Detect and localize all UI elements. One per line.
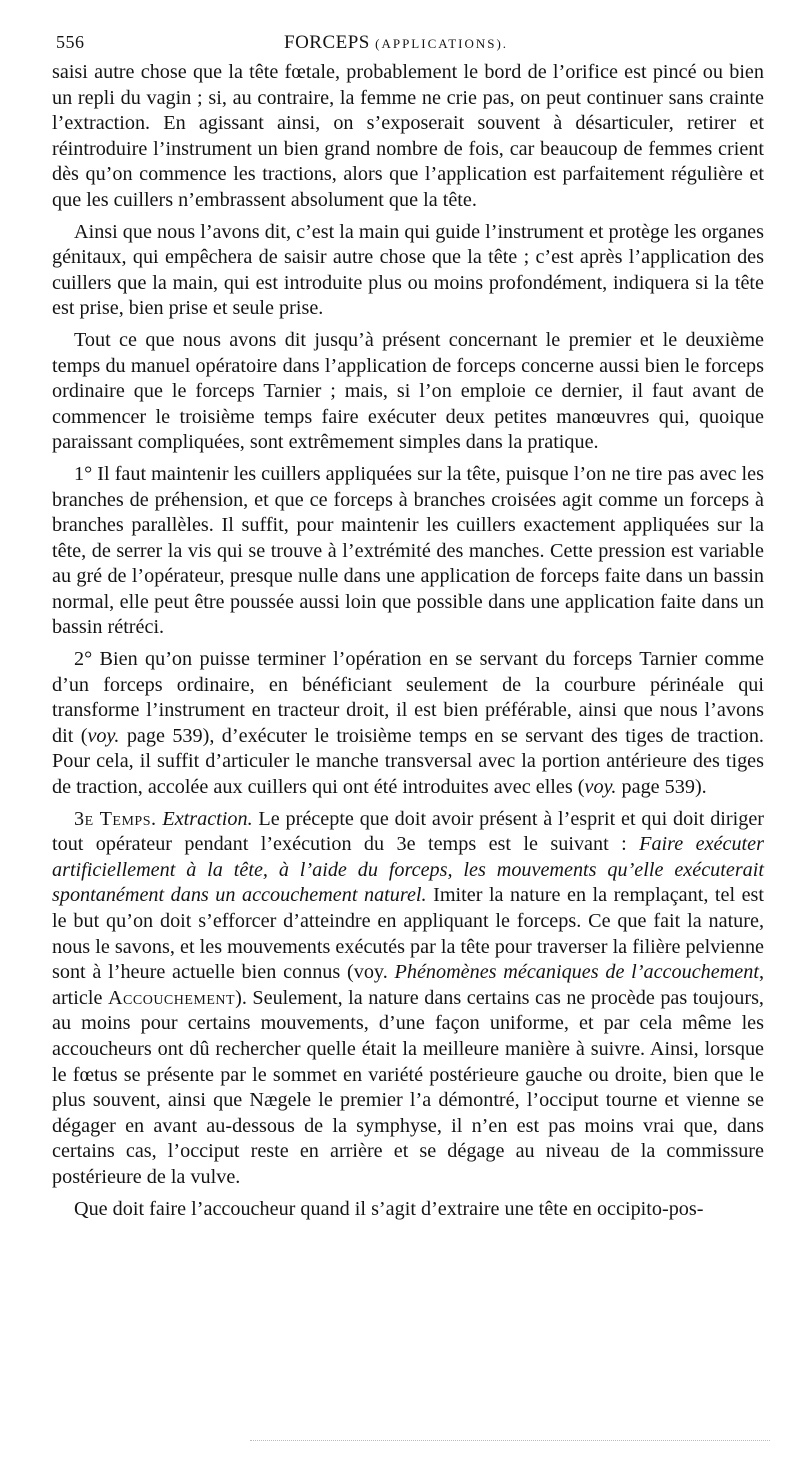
precept-quote: Faire exécuter artificiellement à la tête, à l’aide du forceps, les mouvements qu’elle exécuterait spontanément dans un accouchement naturel. [52, 833, 764, 907]
paragraph-6-text-c: , article [52, 961, 764, 1009]
paragraph-6-text-b: Imiter la nature en la remplaçant, tel est le but qu’on doit s’efforcer d’atteindre en appliquant le forceps. Ce que fait la nature, nous le savons, et les mouvements exécutés par la tête pour traverser la filière pelvienne sont à l’heure actuelle bien connus (voy. [52, 884, 764, 984]
paragraph-3: Tout ce que nous avons dit jusqu’à présent concernant le premier et le deuxième temps du manuel opératoire dans l’application de forceps concerne aussi bien le forceps ordinaire que le forceps Tarnier ; mais, si l’on emploie ce dernier, il faut avant de commencer le troisième temps faire exécuter deux petites manœuvres qui, quoique paraissant compliquées, sont extrêmement simples dans la pratique. [52, 328, 764, 454]
paragraph-5-text-a: 2° Bien qu’on puisse terminer l’opération en se servant du forceps Tarnier comme d’un forceps ordinaire, en bénéficiant seulement de la courbure périnéale qui transforme l’instrument en tracteur droit, il est bien préférable, ainsi que nous l’avons dit ( [52, 648, 764, 747]
paragraph-1: saisi autre chose que la tête fœtale, probablement le bord de l’orifice est pincé ou bien un repli du vagin ; si, au contraire, la femme ne crie pas, on peut continuer sans crainte l’extraction. En agissant ainsi, on s’exposerait souvent à désarticuler, retirer et réintroduire l’instrument un bien grand nombre de fois, car beaucoup de femmes crient dès qu’on commence les tractions, alors que l’application est parfaitement régulière et que les cuillers n’embrassent absolument que la tête. [52, 61, 764, 211]
third-stage-label: 3e Temps. [74, 807, 157, 830]
paragraph-6-text-d: ). Seulement, la nature dans certains cas ne procède pas toujours, au moins pour certains mouvements, d’une façon uniforme, et par cela même les accoucheurs ont dû rechercher quelle était la meilleure manière à suivre. Ainsi, lorsque le fœtus se présente par le sommet en variété postérieure gauche ou droite, bien que le plus souvent, ainsi que Nægele le premier l’a démontré, l’occiput tourne et vienne se dégager en avant au-dessous de la symphyse, il n’en est pas moins vrai que, dans certains cas, l’occiput reste en arrière et se dégage au niveau de la commissure postérieure de la vulve. [52, 986, 764, 1188]
paragraph-5-voy-2: voy. [584, 776, 617, 799]
paragraph-4: 1° Il faut maintenir les cuillers appliquées sur la tête, puisque l’on ne tire pas avec les branches de préhension, et que ce forceps à branches croisées agit comme un forceps à branches parallèles. Il suffit, pour maintenir les cuillers exactement appliquées sur la tête, de serrer la vis qui se trouve à l’extrémité des manches. Cette pression est variable au gré de l’opérateur, presque nulle dans une application de forceps faite dans un bassin normal, elle peut être poussée aussi loin que possible dans une application faite dans un bassin rétréci. [52, 462, 764, 639]
running-title [284, 32, 508, 54]
paragraph-6 [52, 807, 764, 1191]
paragraph-7: Que doit faire l’accoucheur quand il s’agit d’extraire une tête en occipito-pos- [74, 1197, 704, 1220]
page-number: 556 [56, 32, 85, 52]
running-title-sub: (APPLICATIONS). [375, 36, 509, 51]
bottom-faint-rule [250, 1440, 770, 1442]
reference-title: Phénomènes mécaniques de l’accouchement [394, 961, 759, 984]
paragraph-2: Ainsi que nous l’avons dit, c’est la main qui guide l’instrument et protège les organes génitaux, qui empêchera de saisir autre chose que la tête ; c’est après l’application des cuillers que la main, qui est introduite plus ou moins profondément, indiquera si la tête est prise, bien prise et seule prise. [52, 220, 764, 320]
paragraph-5-text-b: page 539), d’exécuter le troisième temps en se servant des tiges de traction. Pour cela, il suffit d’articuler le manche transversal avec la portion antérieure des tiges de traction, accolée aux cuillers qui ont été introduites avec elles ( [52, 724, 764, 799]
article-reference: Accouchement [107, 986, 236, 1009]
page-header [52, 28, 764, 60]
paragraph-6-text-a: Le précepte que doit avoir présent à l’esprit et qui doit diriger tout opérateur pendant l’exécution du 3e temps est le suivant : [52, 807, 765, 856]
body-text [52, 60, 764, 1222]
paragraph-5-text-c: page 539). [616, 776, 707, 799]
extraction-heading: Extraction. [162, 807, 253, 830]
paragraph-5-voy-1: voy. [87, 724, 120, 747]
paragraph-5 [52, 647, 764, 801]
running-title-main: FORCEPS [284, 32, 370, 53]
